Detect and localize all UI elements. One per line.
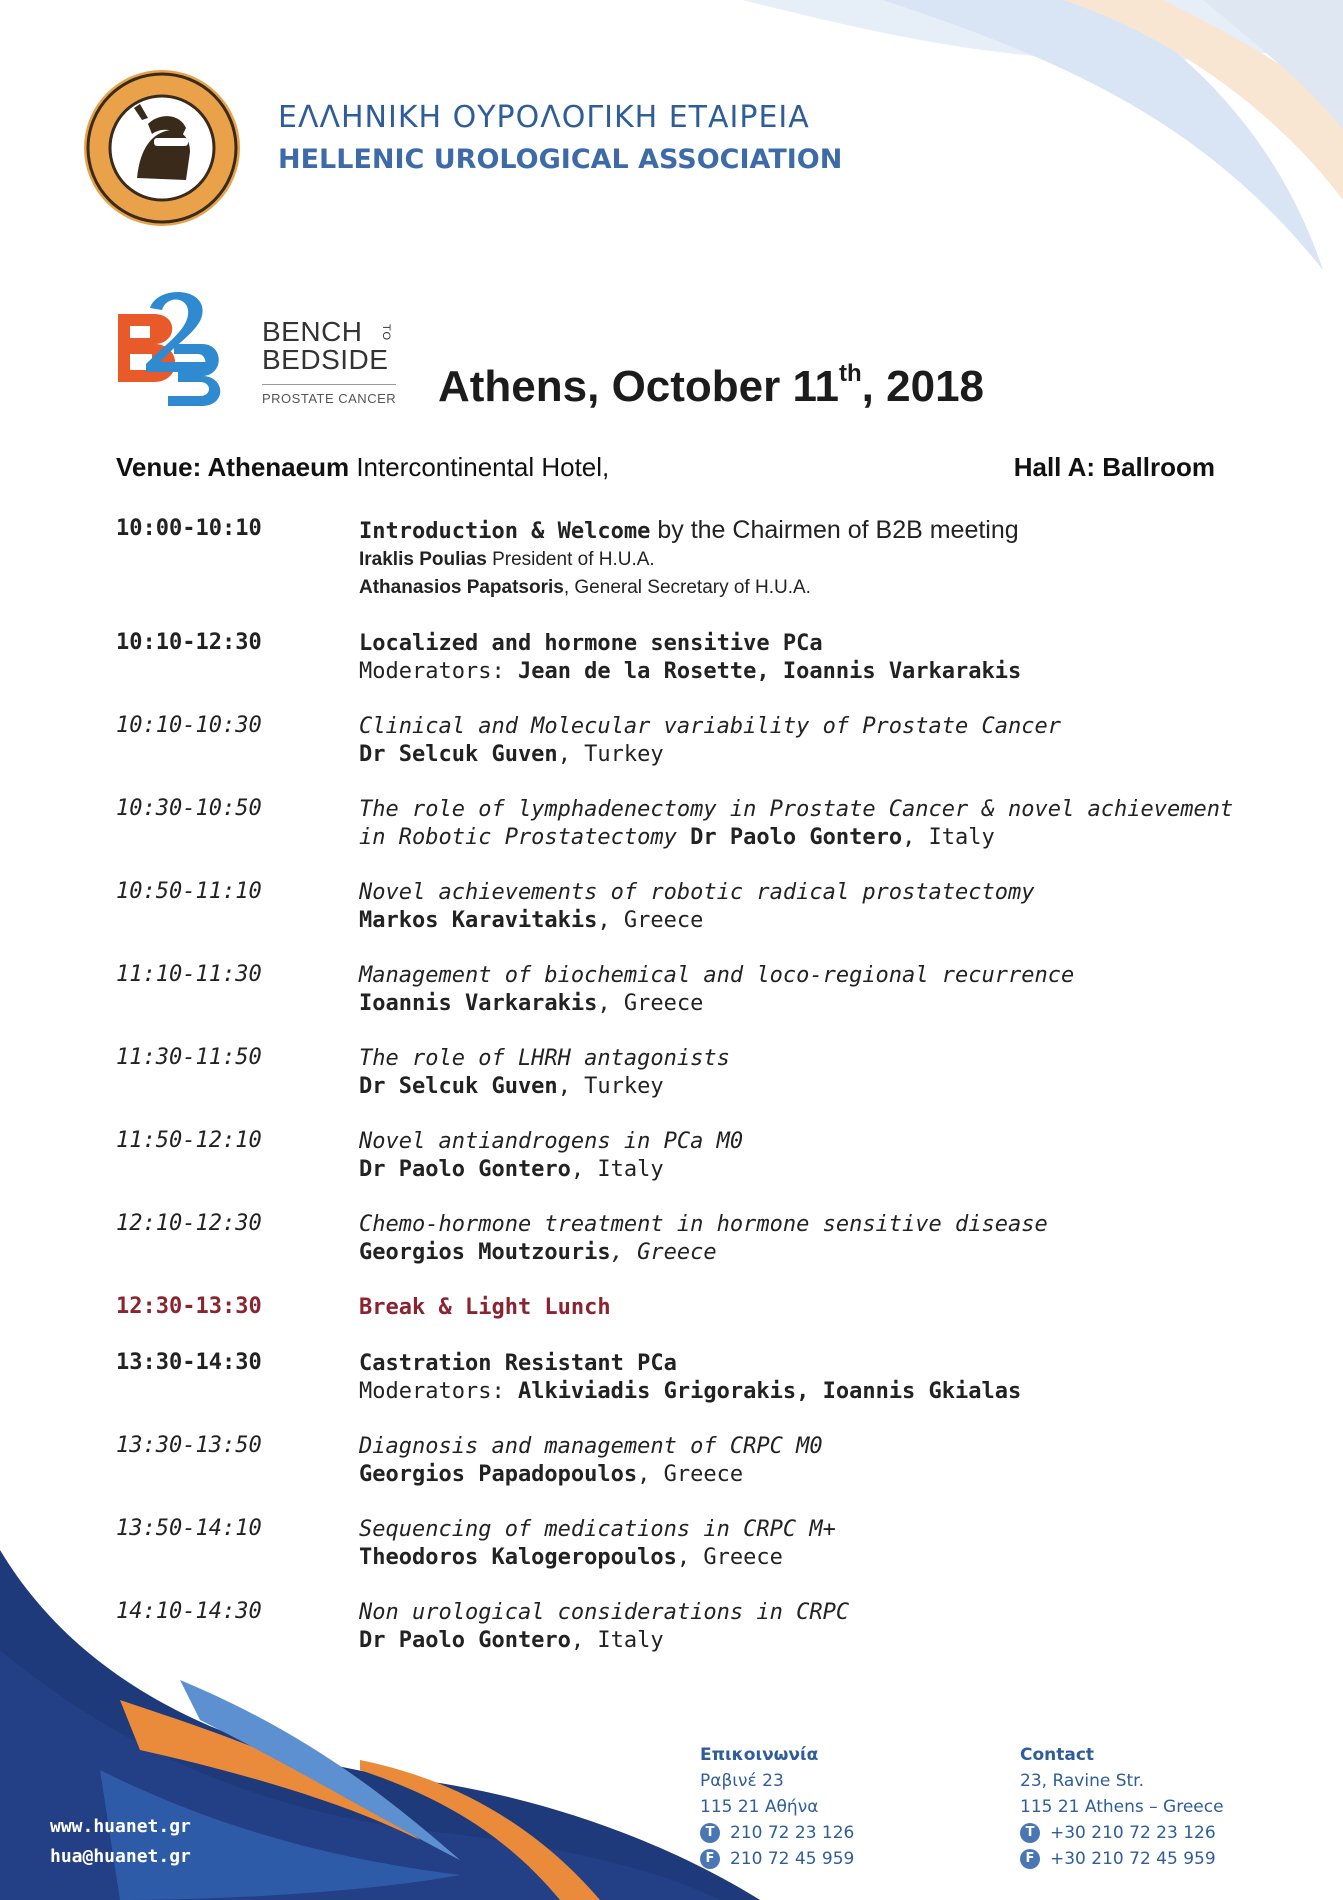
contact-english: Contact 23, Ravine Str. 115 21 Athens – Greece T +30 210 72 23 126 F +30 210 72 45 959 xyxy=(1020,1742,1224,1872)
phone-number[interactable]: 210 72 23 126 xyxy=(730,1823,855,1843)
hall: Hall A: Ballroom xyxy=(1013,452,1215,482)
b2b-logo xyxy=(116,286,226,406)
venue xyxy=(116,452,609,483)
association-name xyxy=(278,98,842,182)
event-title: Athens, October 11th, 2018 xyxy=(438,360,985,411)
b2b-bench: BENCH xyxy=(262,316,363,347)
session-title: Castration Resistant PCa xyxy=(359,1351,677,1376)
email-link[interactable]: hua@huanet.gr xyxy=(50,1846,191,1867)
session-title: Localized and hormone sensitive PCa xyxy=(359,631,823,656)
b2b-subtitle: PROSTATE CANCER xyxy=(262,384,396,406)
fax-icon: F xyxy=(700,1849,720,1869)
footer-web xyxy=(50,1812,191,1872)
b2b-wordmark xyxy=(262,318,396,406)
time-slot: 10:00-10:10 xyxy=(116,516,262,541)
phone-icon: T xyxy=(1020,1823,1040,1843)
b2b-bedside: BEDSIDE xyxy=(262,344,389,375)
fax-icon: F xyxy=(1020,1849,1040,1869)
phone-icon: T xyxy=(700,1823,720,1843)
fax-number: +30 210 72 45 959 xyxy=(1050,1849,1216,1869)
venue-place: Intercontinental Hotel, xyxy=(349,452,610,482)
contact-greek: Επικοινωνία Ραβινέ 23 115 21 Αθήνα T 210 72 23 126 F 210 72 45 959 xyxy=(700,1742,854,1872)
hua-seal-logo xyxy=(82,68,242,228)
website-link[interactable]: www.huanet.gr xyxy=(50,1816,191,1837)
phone-number[interactable]: +30 210 72 23 126 xyxy=(1050,1823,1216,1843)
time-slot: 10:10-12:30 xyxy=(116,630,262,655)
time-slot: 13:30-14:30 xyxy=(116,1350,262,1375)
venue-label: Venue: Athenaeum xyxy=(116,452,350,482)
association-name-greek: ΕΛΛΗΝΙΚΗ ΟΥΡΟΛΟΓΙΚΗ ΕΤΑΙΡΕΙΑ xyxy=(278,100,810,135)
association-name-english: HELLENIC UROLOGICAL ASSOCIATION xyxy=(278,144,843,175)
fax-number: 210 72 45 959 xyxy=(730,1849,855,1869)
b2b-to: TO xyxy=(380,324,392,342)
